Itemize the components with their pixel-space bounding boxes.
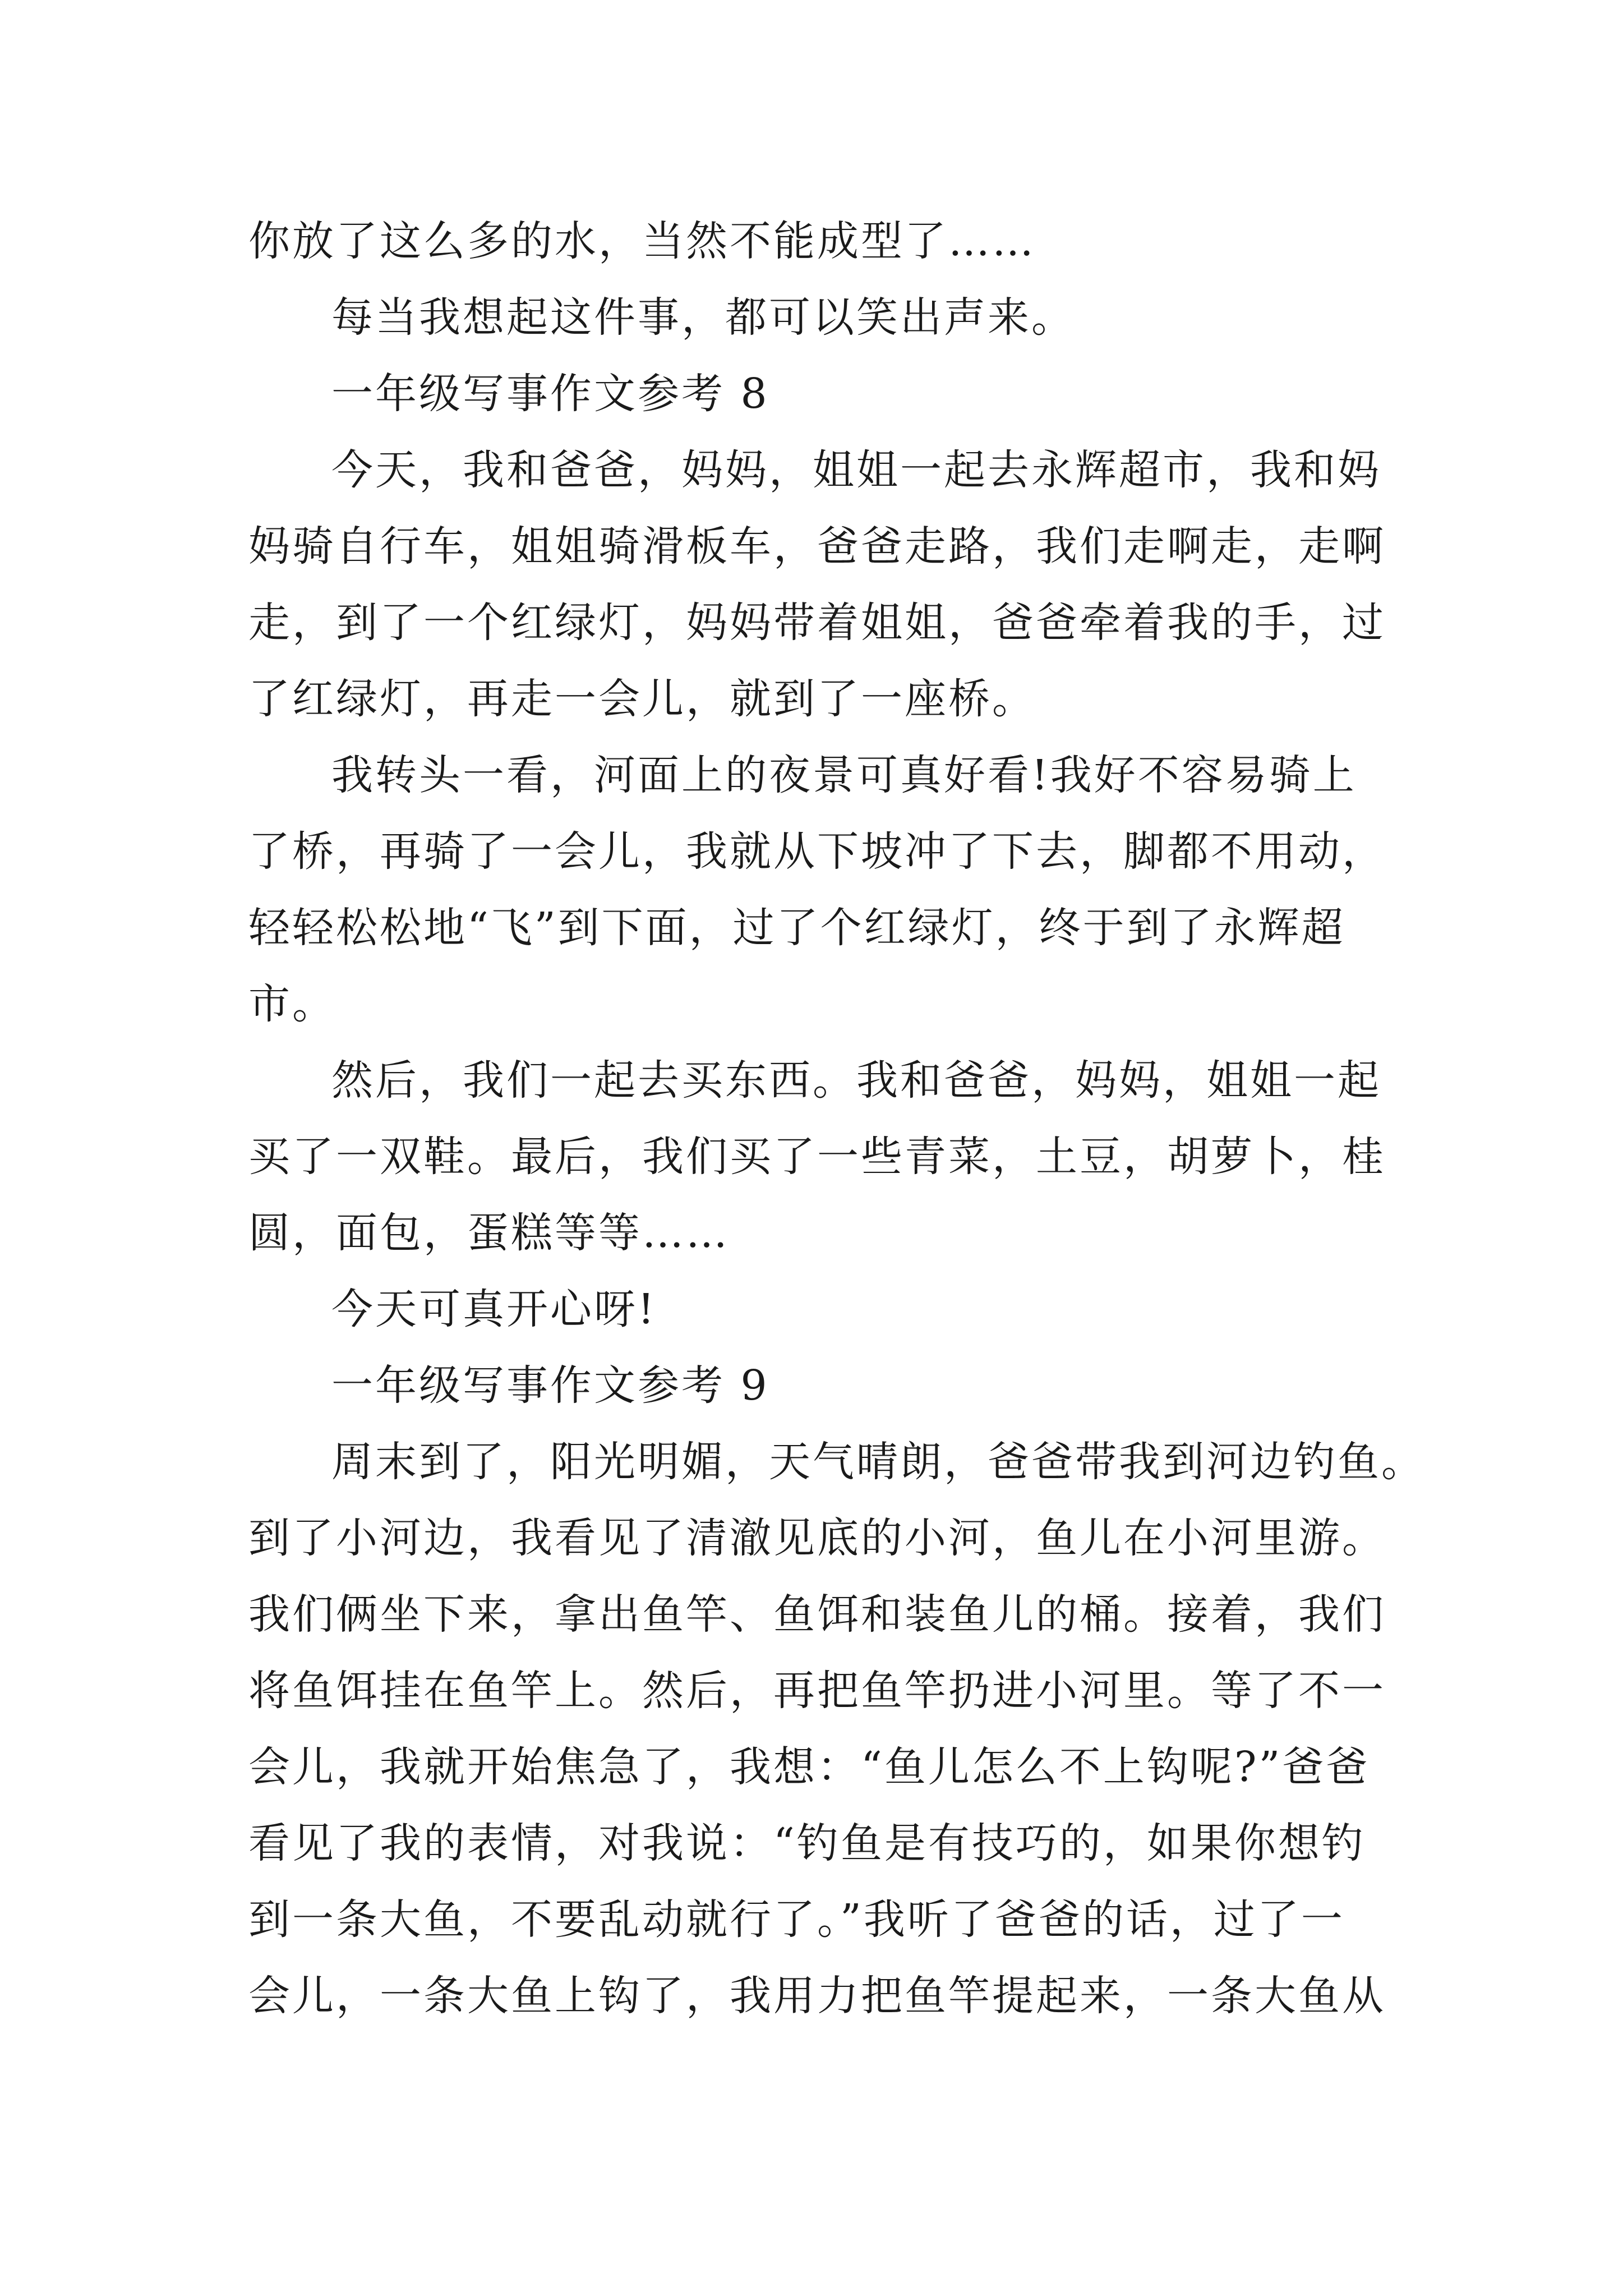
text-line-11: 市。 xyxy=(248,980,336,1028)
text-line-21: 会儿，我就开始焦急了，我想：“鱼儿怎么不上钩呢?”爸爸 xyxy=(248,1743,1370,1791)
text-line-14: 圆，面包，蛋糕等等…… xyxy=(248,1209,730,1257)
text-line-23: 到一条大鱼，不要乱动就行了。”我听了爸爸的话，过了一 xyxy=(248,1895,1345,1944)
text-line-18: 到了小河边，我看见了清澈见底的小河，鱼儿在小河里游。 xyxy=(248,1514,1386,1562)
text-line-7: 了红绿灯，再走一会儿，就到了一座桥。 xyxy=(248,675,1036,723)
section-heading-8: 一年级写事作文参考 8 xyxy=(331,370,769,418)
text-line-12: 然后，我们一起去买东西。我和爸爸，妈妈，姐姐一起 xyxy=(331,1056,1381,1105)
text-line-17: 周末到了，阳光明媚，天气晴朗，爸爸带我到河边钓鱼。 xyxy=(331,1438,1425,1486)
text-line-24: 会儿，一条大鱼上钩了，我用力把鱼竿提起来，一条大鱼从 xyxy=(248,1972,1386,2020)
text-line-1: 你放了这么多的水，当然不能成型了…… xyxy=(248,217,1036,265)
section-heading-9: 一年级写事作文参考 9 xyxy=(331,1361,769,1410)
text-line-6: 走，到了一个红绿灯，妈妈带着姐姐，爸爸牵着我的手，过 xyxy=(248,599,1386,647)
text-line-20: 将鱼饵挂在鱼竿上。然后，再把鱼竿扔进小河里。等了不一 xyxy=(248,1667,1386,1715)
text-line-19: 我们俩坐下来，拿出鱼竿、鱼饵和装鱼儿的桶。接着，我们 xyxy=(248,1590,1386,1639)
text-line-22: 看见了我的表情，对我说：“钓鱼是有技巧的，如果你想钓 xyxy=(248,1819,1366,1867)
text-line-4: 今天，我和爸爸，妈妈，姐姐一起去永辉超市，我和妈 xyxy=(331,446,1381,494)
text-line-5: 妈骑自行车，姐姐骑滑板车，爸爸走路，我们走啊走，走啊 xyxy=(248,522,1386,570)
text-line-13: 买了一双鞋。最后，我们买了一些青菜，土豆，胡萝卜，桂 xyxy=(248,1133,1386,1181)
text-line-9: 了桥，再骑了一会儿，我就从下坡冲了下去，脚都不用动， xyxy=(248,827,1386,876)
text-line-8: 我转头一看，河面上的夜景可真好看!我好不容易骑上 xyxy=(331,751,1357,799)
text-line-2: 每当我想起这件事，都可以笑出声来。 xyxy=(331,293,1075,342)
text-line-15: 今天可真开心呀! xyxy=(331,1285,657,1333)
text-line-10: 轻轻松松地“飞”到下面，过了个红绿灯，终于到了永辉超 xyxy=(248,904,1345,952)
document-body xyxy=(248,203,1425,2034)
